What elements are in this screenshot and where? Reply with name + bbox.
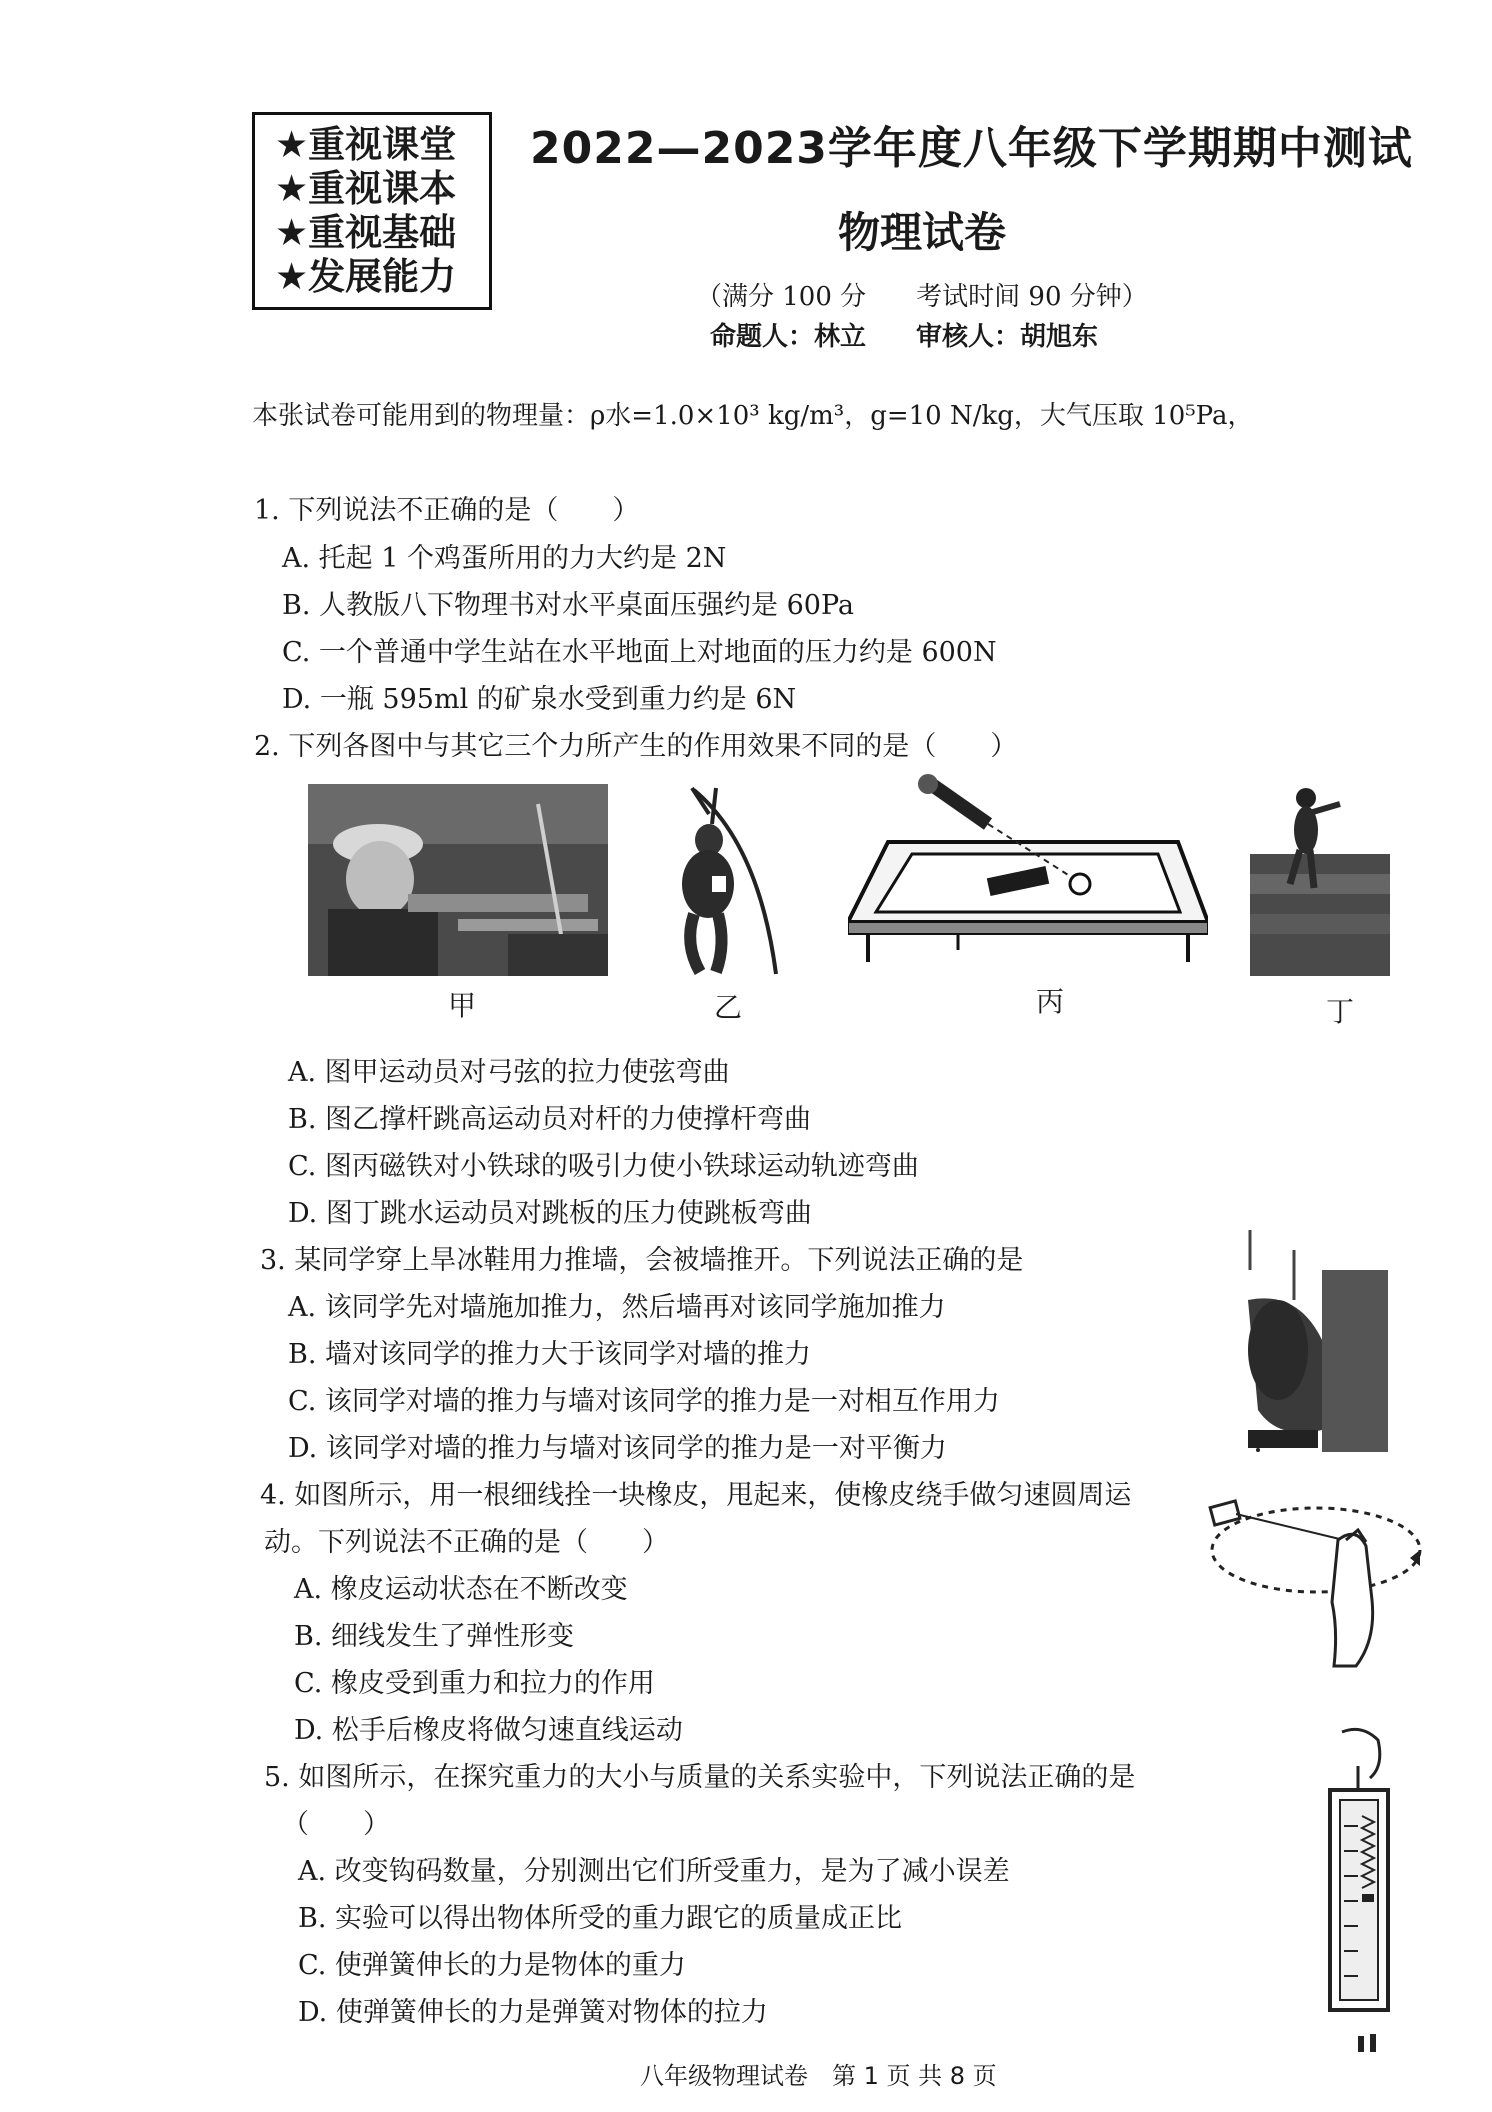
archer-photo-figure <box>308 784 608 976</box>
reviewer-info: 审核人：胡旭东 <box>916 322 1099 352</box>
figure-label-ding: 丁 <box>1326 995 1355 1028</box>
question-4-option-b: B. 细线发生了弹性形变 <box>294 1621 575 1652</box>
question-1-stem: 1. 下列说法不正确的是（ ） <box>254 495 640 526</box>
exam-meta-line <box>696 276 1148 313</box>
diver-figure <box>1250 784 1390 976</box>
question-4-stem-line-1: 4. 如图所示，用一根细线拴一块橡皮，甩起来，使橡皮绕手做匀速圆周运 <box>260 1480 1132 1511</box>
question-3-option-b: B. 墙对该同学的推力大于该同学对墙的推力 <box>288 1339 812 1370</box>
question-4-option-d: D. 松手后橡皮将做匀速直线运动 <box>294 1715 683 1746</box>
question-3-option-a: A. 该同学先对墙施加推力，然后墙再对该同学施加推力 <box>288 1292 946 1323</box>
motto-line: ★重视基础 <box>275 211 457 254</box>
question-5-option-d: D. 使弹簧伸长的力是弹簧对物体的拉力 <box>298 1997 768 2028</box>
question-3-stem: 3. 某同学穿上旱冰鞋用力推墙，会被墙推开。下列说法正确的是 <box>260 1245 1024 1276</box>
question-2-stem: 2. 下列各图中与其它三个力所产生的作用效果不同的是（ ） <box>254 731 1018 762</box>
page-mark-icon <box>1356 2032 1380 2054</box>
motto-box <box>252 112 492 310</box>
question-2-option-b: B. 图乙撑杆跳高运动员对杆的力使撑杆弯曲 <box>288 1104 812 1135</box>
figure-label-bing: 丙 <box>1036 985 1065 1018</box>
wall-push-figure <box>1238 1230 1388 1452</box>
question-4-stem-line-2: 动。下列说法不正确的是（ ） <box>264 1527 669 1558</box>
exam-title: 2022—2023学年度八年级下学期期中测试 <box>530 123 1413 174</box>
figure-label-jia: 甲 <box>448 989 477 1022</box>
question-5-option-a: A. 改变钩码数量，分别测出它们所受重力，是为了减小误差 <box>298 1856 1010 1887</box>
question-2-option-c: C. 图丙磁铁对小铁球的吸引力使小铁球运动轨迹弯曲 <box>288 1151 919 1182</box>
motto-line: ★重视课堂 <box>275 123 457 166</box>
question-5-stem-line-2: （ ） <box>282 1809 390 1840</box>
score-info: （满分 100 分 <box>696 282 867 312</box>
question-4-option-a: A. 橡皮运动状态在不断改变 <box>294 1574 628 1605</box>
question-2-option-a: A. 图甲运动员对弓弦的拉力使弦弯曲 <box>288 1057 730 1088</box>
figure-label-yi: 乙 <box>714 991 743 1024</box>
exam-staff-line <box>710 316 1098 353</box>
author-info: 命题人：林立 <box>710 322 867 352</box>
question-3-option-d: D. 该同学对墙的推力与墙对该同学的推力是一对平衡力 <box>288 1433 947 1464</box>
pole-vaulter-figure <box>664 784 794 980</box>
question-2-option-d: D. 图丁跳水运动员对跳板的压力使跳板弯曲 <box>288 1198 812 1229</box>
constants-line: 本张试卷可能用到的物理量：ρ水=1.0×10³ kg/m³，g=10 N/kg，大气压取 10⁵Pa， <box>252 401 1254 431</box>
question-1-option-b: B. 人教版八下物理书对水平桌面压强约是 60Pa <box>282 590 854 621</box>
question-1-option-a: A. 托起 1 个鸡蛋所用的力大约是 2N <box>282 543 727 574</box>
motto-line: ★发展能力 <box>275 255 457 298</box>
question-5-option-b: B. 实验可以得出物体所受的重力跟它的质量成正比 <box>298 1903 903 1934</box>
time-info: 考试时间 90 分钟） <box>916 282 1148 312</box>
page-footer: 八年级物理试卷 第 1 页 共 8 页 <box>640 2062 997 2090</box>
exam-subtitle: 物理试卷 <box>838 208 1007 257</box>
eraser-circle-figure <box>1206 1470 1426 1670</box>
spring-scale-figure <box>1318 1726 1400 2022</box>
question-1-option-c: C. 一个普通中学生站在水平地面上对地面的压力约是 600N <box>282 637 997 668</box>
question-3-option-c: C. 该同学对墙的推力与墙对该同学的推力是一对相互作用力 <box>288 1386 1000 1417</box>
question-4-option-c: C. 橡皮受到重力和拉力的作用 <box>294 1668 655 1699</box>
question-1-option-d: D. 一瓶 595ml 的矿泉水受到重力约是 6N <box>282 684 797 715</box>
question-5-option-c: C. 使弹簧伸长的力是物体的重力 <box>298 1950 686 1981</box>
motto-line: ★重视课本 <box>275 167 457 210</box>
magnet-ball-figure <box>848 772 1208 968</box>
question-5-stem-line-1: 5. 如图所示，在探究重力的大小与质量的关系实验中，下列说法正确的是 <box>264 1762 1136 1793</box>
